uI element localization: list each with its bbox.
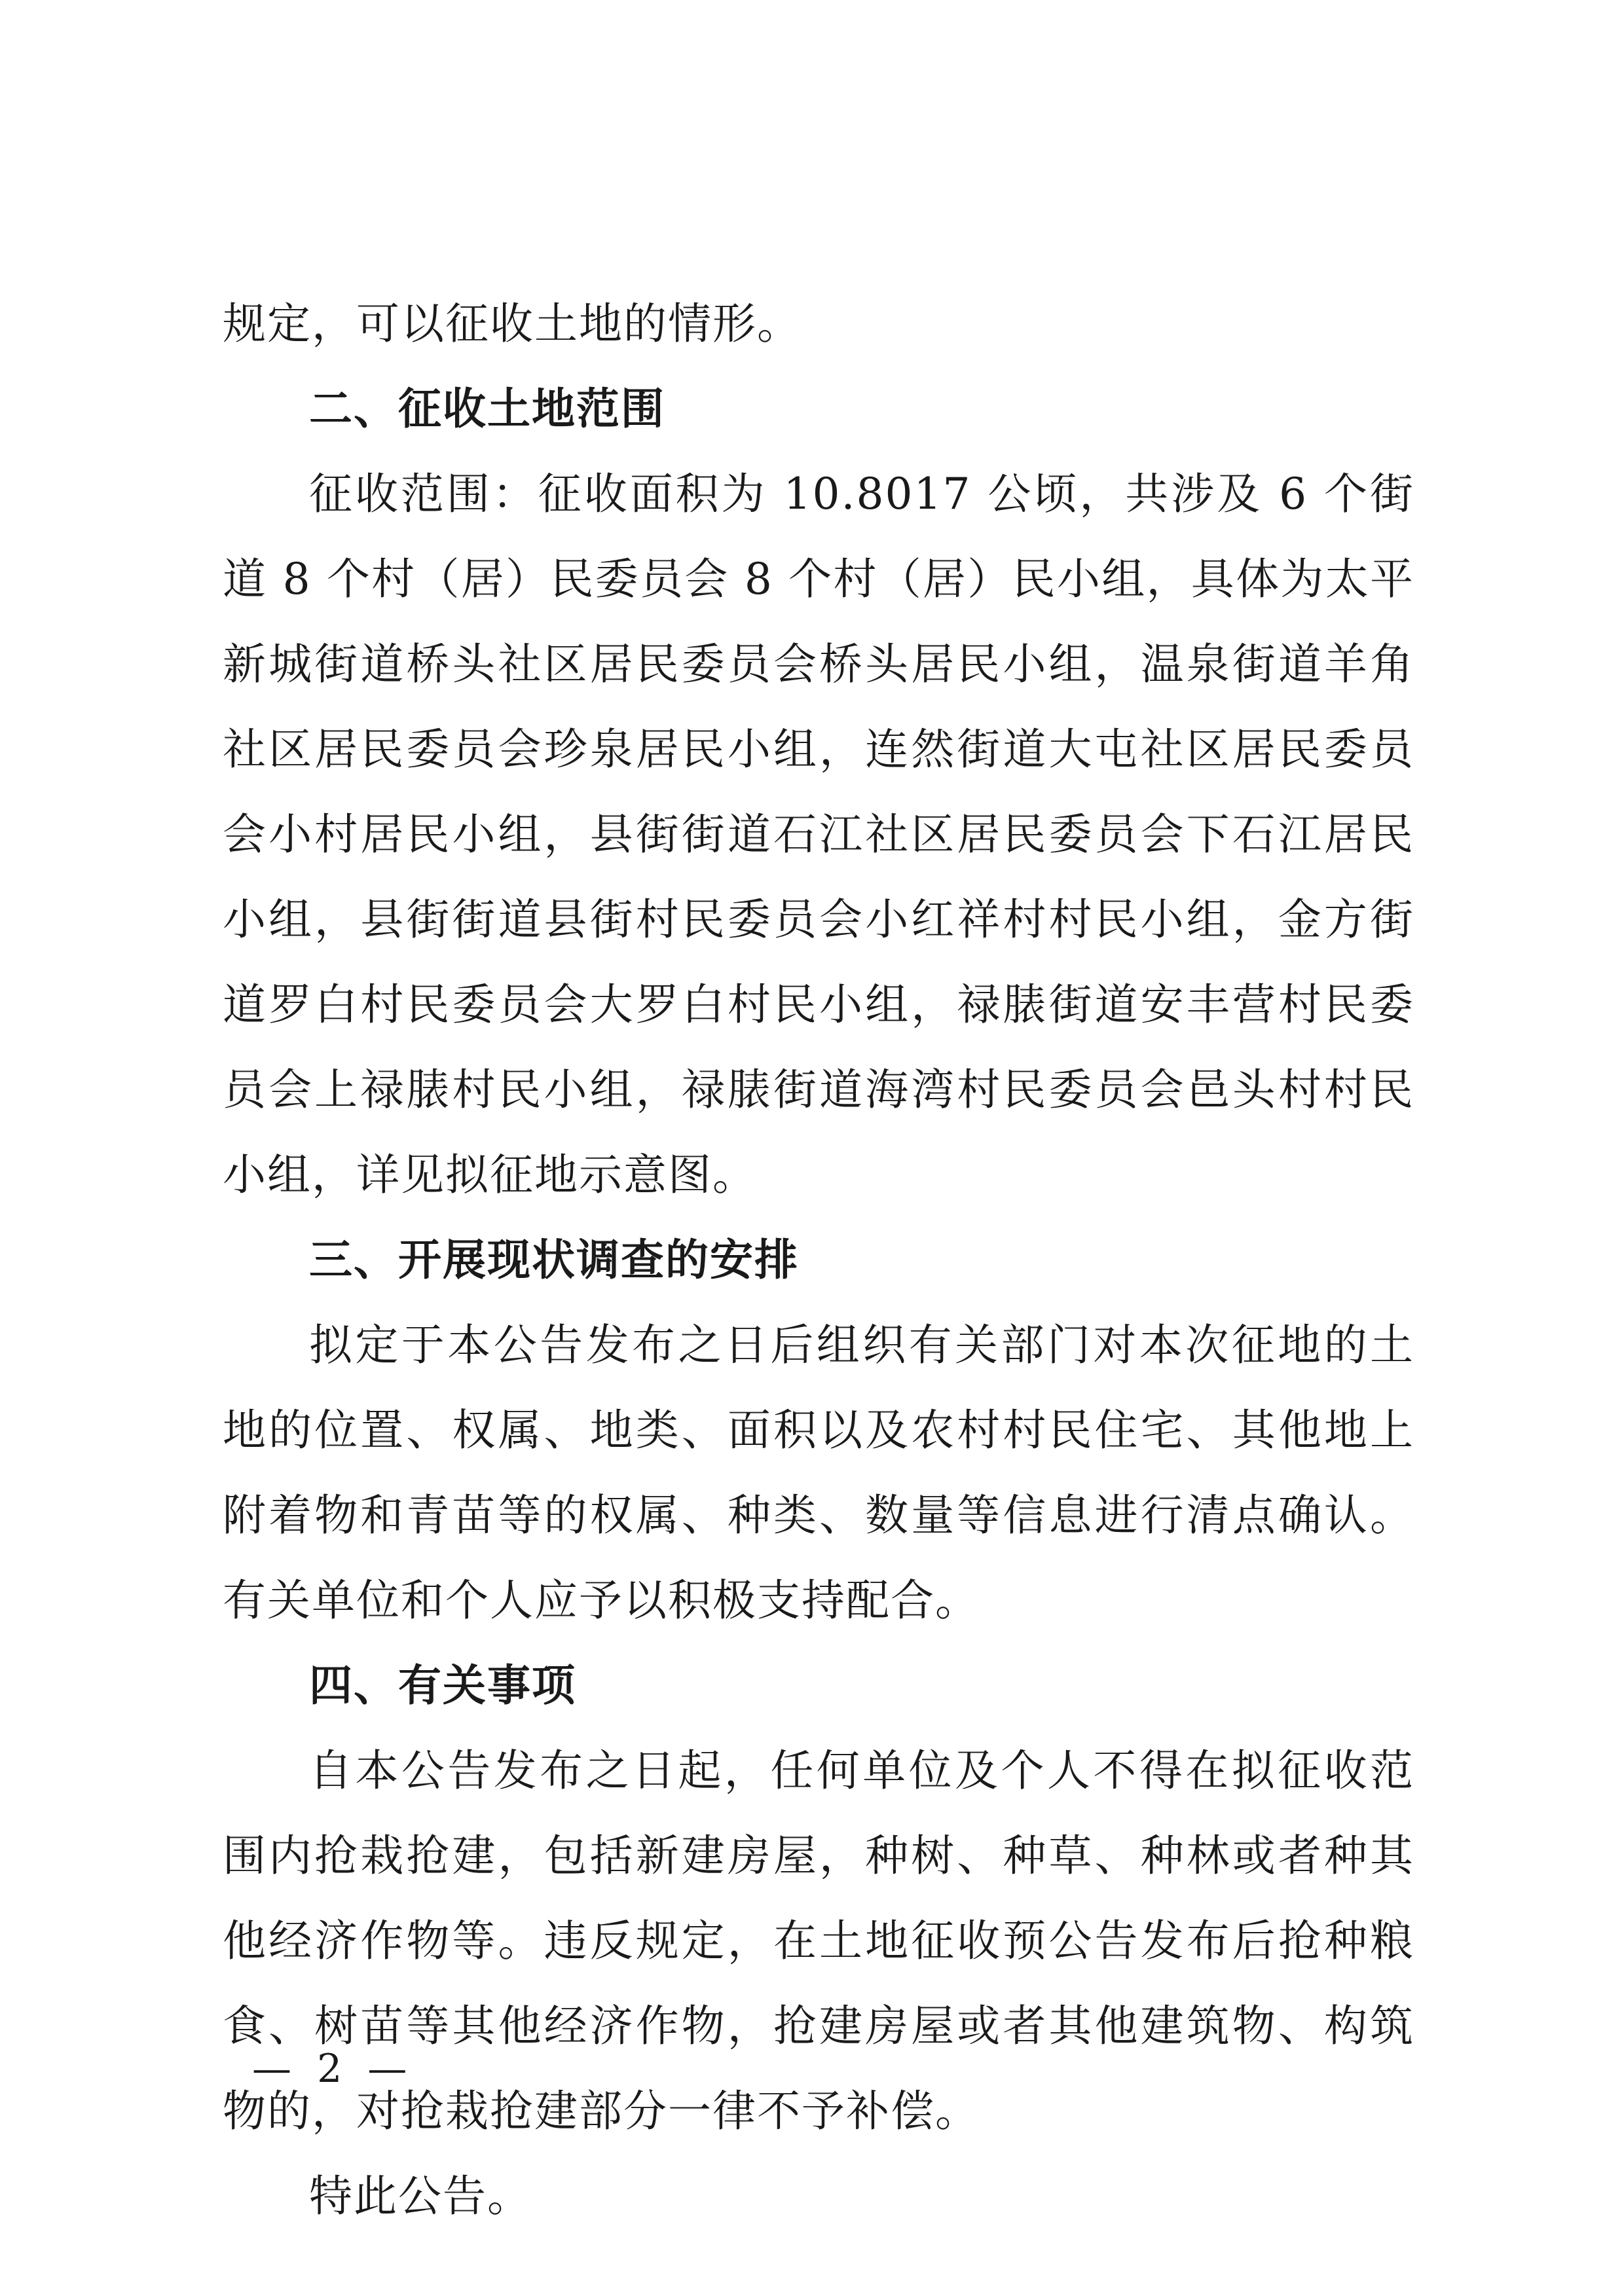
section-body-land-scope: 征收范围：征收面积为 10.8017 公顷，共涉及 6 个街道 8 个村（居）民委员会 8 个村（居）民小组，具体为太平新城街道桥头社区居民委员会桥头居民小组，温泉街道羊角社区居民委员会珍泉居民小组，连然街道大屯社区居民委员会小村居民小组，县街街道石江社区居民委员会下石江居民小组，县街街道县街村民委员会小红祥村村民小组，金方街道罗白村民委员会大罗白村民小组，禄脿街道安丰营村民委员会上禄脿村民小组，禄脿街道海湾村民委员会邑头村村民小组，详见拟征地示意图。 [223,469,1414,1200]
section-heading-survey-arrangement: 三、开展现状调查的安排 [309,1235,799,1285]
section-heading-land-scope: 二、征收土地范围 [309,384,665,434]
section-body-survey-arrangement: 拟定于本公告发布之日后组织有关部门对本次征地的土地的位置、权属、地类、面积以及农村村民住宅、其他地上附着物和青苗等的权属、种类、数量等信息进行清点确认。有关单位和个人应予以积极支持配合。 [223,1320,1414,1626]
section-body-related-matters: 自本公告发布之日起，任何单位及个人不得在拟征收范围内抢栽抢建，包括新建房屋，种树、种草、种林或者种其他经济作物等。违反规定，在土地征收预公告发布后抢种粮食、树苗等其他经济作物，抢建房屋或者其他建筑物、构筑物的，对抢栽抢建部分一律不予补偿。 [223,1745,1414,2136]
section-heading-related-matters: 四、有关事项 [309,1660,576,1711]
intro-paragraph-end: 规定，可以征收土地的情形。 [223,299,802,349]
closing-statement: 特此公告。 [309,2171,532,2221]
document-body [223,282,1414,2239]
page-number: — 2 — [252,2046,414,2092]
